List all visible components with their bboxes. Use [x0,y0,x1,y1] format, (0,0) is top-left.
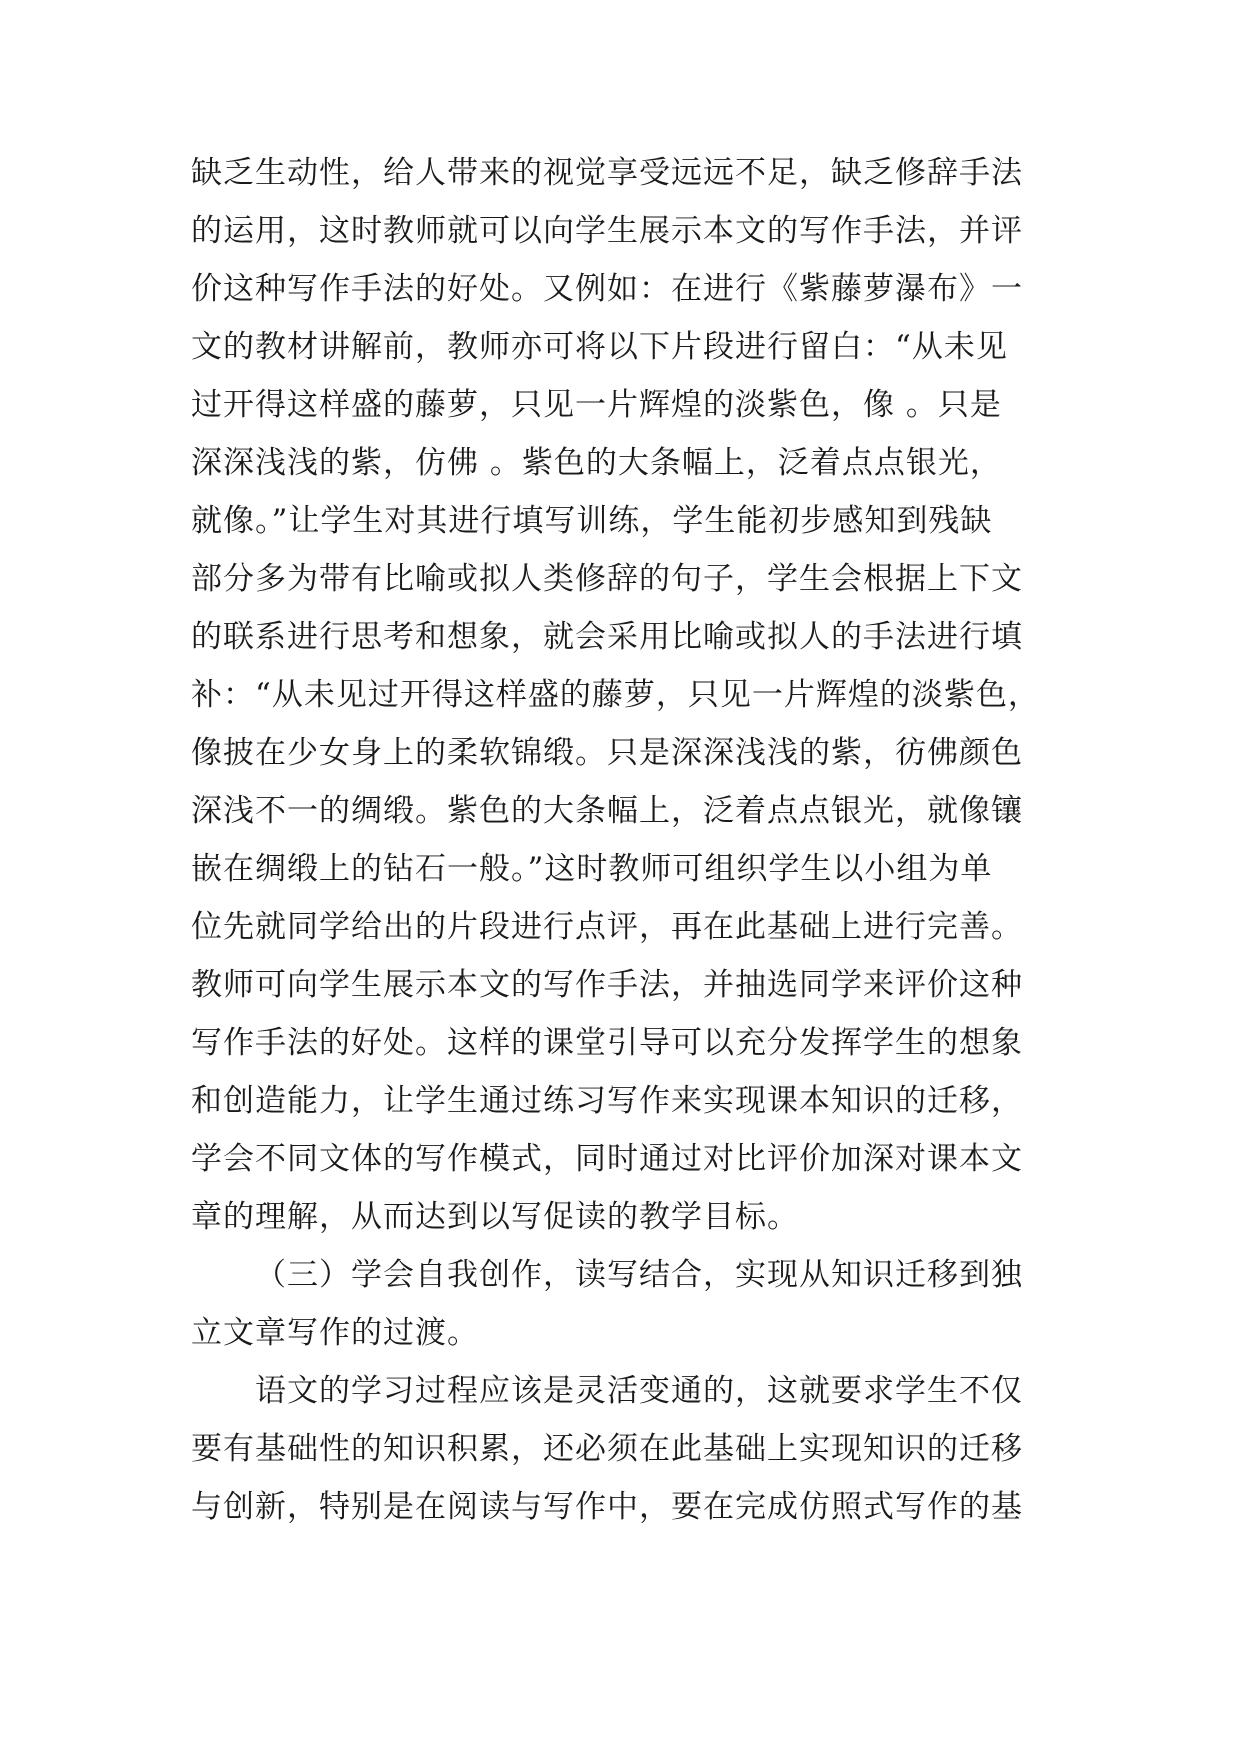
text-line: 补：“从未见过开得这样盛的藤萝，只见一片辉煌的淡紫色， [191,677,1040,713]
text-line: 写作手法的好处。这样的课堂引导可以充分发挥学生的想象 [191,1025,1023,1061]
text-line: 教师可向学生展示本文的写作手法，并抽选同学来评价这种 [191,967,1023,1003]
text-line: 和创造能力，让学生通过练习写作来实现课本知识的迁移， [191,1083,1023,1119]
text-line: 语文的学习过程应该是灵活变通的，这就要求学生不仅 [255,1373,1023,1409]
text-line: 位先就同学给出的片段进行点评，再在此基础上进行完善。 [191,909,1023,945]
text-line: 过开得这样盛的藤萝，只见一片辉煌的淡紫色，像 。只是 [191,387,1002,423]
text-line: 价这种写作手法的好处。又例如：在进行《紫藤萝瀑布》一 [191,271,1023,307]
text-line: 与创新，特别是在阅读与写作中，要在完成仿照式写作的基 [191,1489,1023,1525]
text-line: 深浅不一的绸缎。紫色的大条幅上，泛着点点银光，就像镶 [191,793,1023,829]
section-heading-line: 立文章写作的过渡。 [191,1315,479,1351]
text-line: 章的理解，从而达到以写促读的教学目标。 [191,1199,799,1235]
text-line: 深深浅浅的紫，仿佛 。紫色的大条幅上，泛着点点银光， [191,445,1002,481]
text-line: 嵌在绸缎上的钻石一般。”这时教师可组织学生以小组为单 [191,851,993,887]
text-line: 要有基础性的知识积累，还必须在此基础上实现知识的迁移 [191,1431,1023,1467]
section-heading-line: （三）学会自我创作，读写结合，实现从知识迁移到独 [255,1257,1023,1293]
text-line: 就像。”让学生对其进行填写训练，学生能初步感知到残缺 [191,503,993,539]
text-line: 文的教材讲解前，教师亦可将以下片段进行留白：“从未见 [191,329,1008,365]
text-line: 像披在少女身上的柔软锦缎。只是深深浅浅的紫，彷佛颜色 [191,735,1023,771]
text-line: 的联系进行思考和想象，就会采用比喻或拟人的手法进行填 [191,619,1023,655]
text-line: 缺乏生动性，给人带来的视觉享受远远不足，缺乏修辞手法 [191,155,1023,191]
text-line: 的运用，这时教师就可以向学生展示本文的写作手法，并评 [191,213,1023,249]
text-line: 部分多为带有比喻或拟人类修辞的句子，学生会根据上下文 [191,561,1023,597]
text-line: 学会不同文体的写作模式，同时通过对比评价加深对课本文 [191,1141,1023,1177]
